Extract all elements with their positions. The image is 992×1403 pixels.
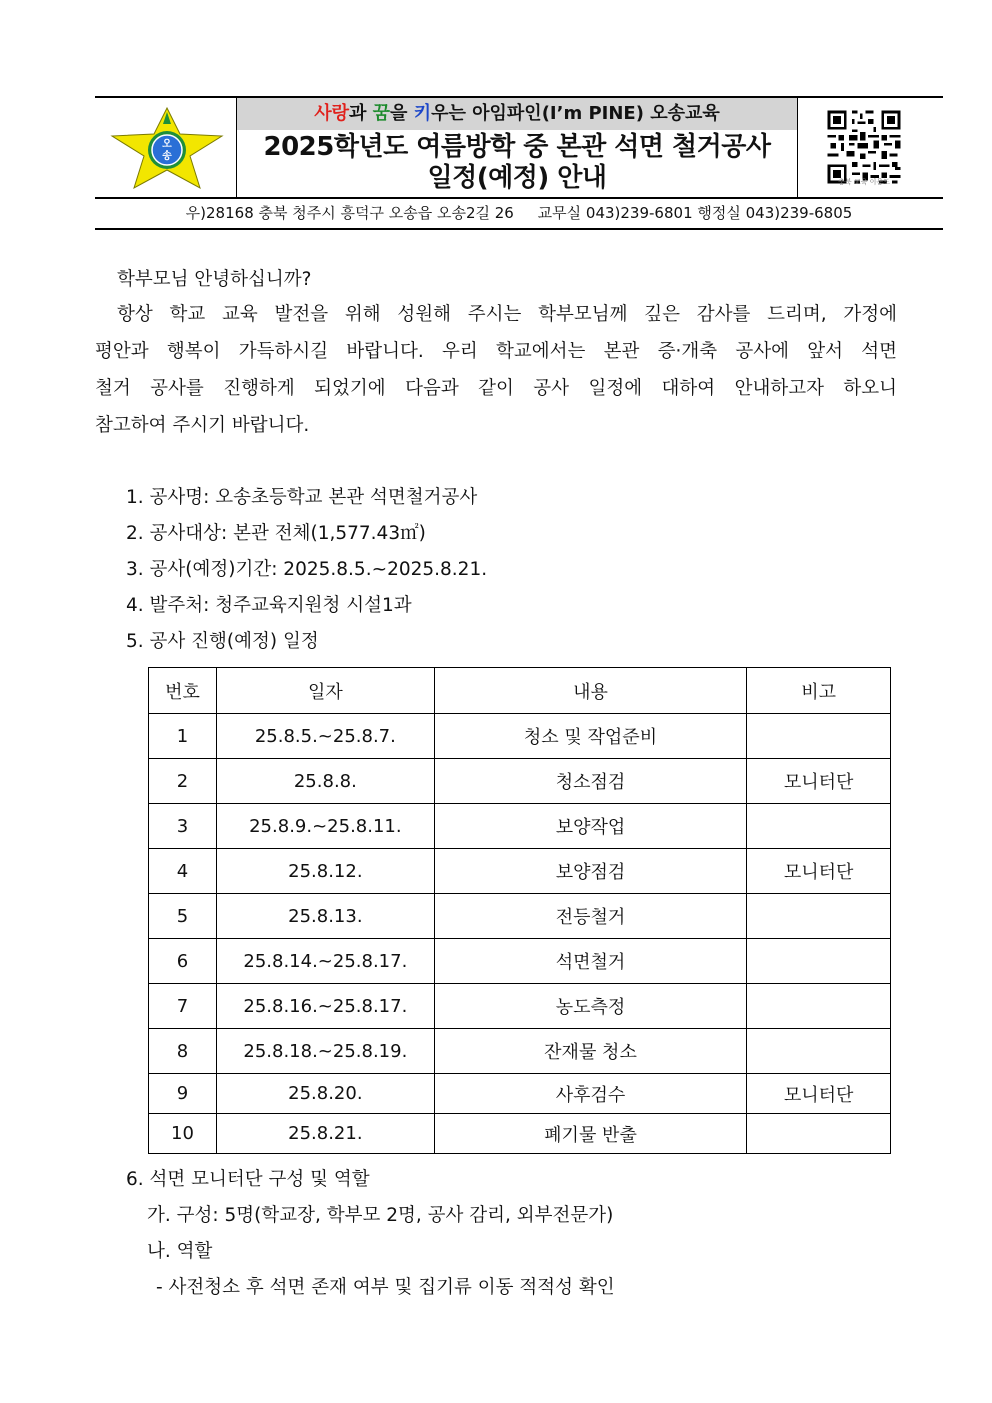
cell-date: 25.8.20. xyxy=(216,1074,434,1114)
cell-note: 모니터단 xyxy=(747,849,891,894)
cell-content: 폐기물 반출 xyxy=(434,1114,746,1154)
section6-role-heading: 나. 역할 xyxy=(147,1241,213,1262)
cell-number: 2 xyxy=(149,759,217,804)
table-row xyxy=(149,984,891,1029)
item-project-period: 3. 공사(예정)기간: 2025.8.5.~2025.8.21. xyxy=(126,559,488,580)
cell-date: 25.8.8. xyxy=(216,759,434,804)
table-row xyxy=(149,849,891,894)
greeting: 학부모님 안녕하십니까? xyxy=(117,269,312,290)
qr-caption: 충북 교육 이용도 xyxy=(838,178,890,186)
title-line-2: 일정(예정) 안내 xyxy=(427,163,607,193)
intro-paragraph xyxy=(95,296,897,444)
section6-title: 6. 석면 모니터단 구성 및 역할 xyxy=(126,1169,370,1190)
col-header-date: 일자 xyxy=(216,668,434,714)
section6-composition: 가. 구성: 5명(학교장, 학부모 2명, 공사 감리, 외부전문가) xyxy=(147,1205,614,1226)
table-row xyxy=(149,1074,891,1114)
item-project-name: 1. 공사명: 오송초등학교 본관 석면철거공사 xyxy=(126,487,478,508)
schedule-table xyxy=(148,667,891,1154)
table-row xyxy=(149,759,891,804)
item-ordering-agency: 4. 발주처: 청주교육지원청 시설1과 xyxy=(126,595,412,616)
header-divider-right xyxy=(797,97,798,198)
cell-note xyxy=(747,939,891,984)
cell-note: 모니터단 xyxy=(747,759,891,804)
col-header-number: 번호 xyxy=(149,668,217,714)
cell-number: 8 xyxy=(149,1029,217,1074)
cell-content: 전등철거 xyxy=(434,894,746,939)
cell-number: 10 xyxy=(149,1114,217,1154)
cell-content: 석면철거 xyxy=(434,939,746,984)
cell-number: 5 xyxy=(149,894,217,939)
cell-number: 1 xyxy=(149,714,217,759)
cell-note xyxy=(747,714,891,759)
school-address: 우)28168 충북 청주시 흥덕구 오송읍 오송2길 26 교무실 043)239-6801 행정실 043)239-6805 xyxy=(185,204,853,222)
cell-number: 3 xyxy=(149,804,217,849)
logo-text-top: 오 xyxy=(162,139,172,150)
cell-number: 4 xyxy=(149,849,217,894)
cell-content: 청소점검 xyxy=(434,759,746,804)
table-row xyxy=(149,804,891,849)
intro-line-1: 항상 학교 교육 발전을 위해 성원해 주시는 학부모님께 깊은 감사를 드리며, 가정에 xyxy=(117,304,897,325)
cell-date: 25.8.18.~25.8.19. xyxy=(216,1029,434,1074)
cell-note xyxy=(747,804,891,849)
table-row xyxy=(149,894,891,939)
intro-line-4: 참고하여 주시기 바랍니다. xyxy=(95,415,310,436)
col-header-content: 내용 xyxy=(434,668,746,714)
cell-number: 6 xyxy=(149,939,217,984)
table-row xyxy=(149,1029,891,1074)
cell-number: 7 xyxy=(149,984,217,1029)
item-project-target: 2. 공사대상: 본관 전체(1,577.43㎡) xyxy=(126,523,426,544)
school-logo-icon xyxy=(108,106,226,190)
table-row xyxy=(149,714,891,759)
cell-date: 25.8.13. xyxy=(216,894,434,939)
intro-line-2: 평안과 행복이 가득하시길 바랍니다. 우리 학교에서는 본관 증·개축 공사에 앞서 석면 xyxy=(95,341,897,362)
cell-note xyxy=(747,894,891,939)
cell-note xyxy=(747,1114,891,1154)
cell-note xyxy=(747,984,891,1029)
header-bottom-rule xyxy=(95,228,943,230)
cell-content: 보양점검 xyxy=(434,849,746,894)
table-row xyxy=(149,939,891,984)
logo-text-bottom: 송 xyxy=(162,151,172,162)
cell-date: 25.8.5.~25.8.7. xyxy=(216,714,434,759)
section6-role-item: - 사전청소 후 석면 존재 여부 및 집기류 이동 적적성 확인 xyxy=(156,1277,615,1298)
cell-content: 청소 및 작업준비 xyxy=(434,714,746,759)
cell-note xyxy=(747,1029,891,1074)
cell-number: 9 xyxy=(149,1074,217,1114)
cell-content: 잔재물 청소 xyxy=(434,1029,746,1074)
cell-date: 25.8.21. xyxy=(216,1114,434,1154)
cell-date: 25.8.12. xyxy=(216,849,434,894)
item-schedule-heading: 5. 공사 진행(예정) 일정 xyxy=(126,631,319,652)
cell-content: 보양작업 xyxy=(434,804,746,849)
cell-content: 사후검수 xyxy=(434,1074,746,1114)
col-header-note: 비고 xyxy=(747,668,891,714)
cell-date: 25.8.14.~25.8.17. xyxy=(216,939,434,984)
table-row xyxy=(149,1114,891,1154)
document-title xyxy=(237,132,797,194)
table-header-row xyxy=(149,668,891,714)
cell-note: 모니터단 xyxy=(747,1074,891,1114)
title-line-1: 2025학년도 여름방학 중 본관 석면 철거공사 xyxy=(263,132,771,162)
cell-date: 25.8.9.~25.8.11. xyxy=(216,804,434,849)
cell-content: 농도측정 xyxy=(434,984,746,1029)
intro-line-3: 철거 공사를 진행하게 되었기에 다음과 같이 공사 일정에 대하여 안내하고자 하오니 xyxy=(95,378,897,399)
school-slogan: 사랑과 꿈을 키우는 아임파인(I’m PINE) 오송교육 xyxy=(237,98,797,130)
cell-date: 25.8.16.~25.8.17. xyxy=(216,984,434,1029)
qr-code-icon[interactable] xyxy=(820,108,908,186)
